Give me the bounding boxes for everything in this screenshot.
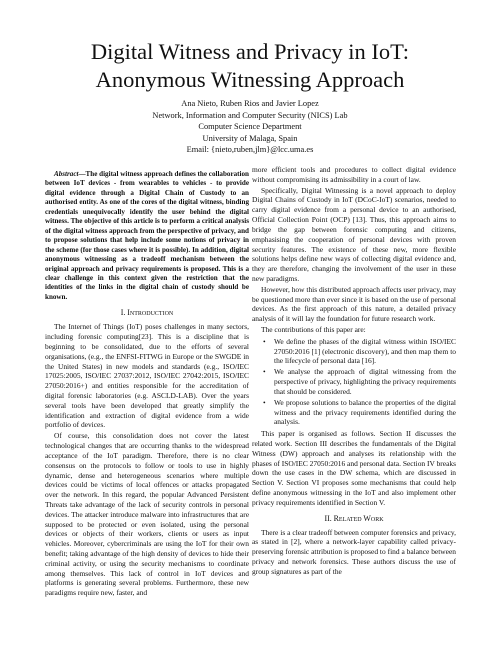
list-item xyxy=(252,337,456,366)
intro-paragraph-1: The Internet of Things (IoT) poses challenges in many sectors, including forensic computing[23]. This is a discipline that is beginning to be consolidated, due to the efforts of several organisations, (e.g., the ENFSI-FITWG in Europe or the SWGDE in the United States) in new models and standards (e.g., ISO/IEC 17025:2005, ISO/IEC 27037:2012, ISO/IEC 27042:2015, ISO/IEC 27050:2016+) and entities responsible for the accreditation of digital forensic laboratories (e.g. ASCLD-LAB). Over the years several tools have been developed that greatly simplify the identification and extraction of digital evidence from a wide portfolio of devices. xyxy=(45,322,249,430)
contribution-text: We analyse the approach of digital witnessing from the perspective of privacy, highlighting the privacy requirements that should be considered. xyxy=(274,367,456,396)
right-paragraph-1: more efficient tools and procedures to collect digital evidence without compromising its admissibility in a court of law. xyxy=(252,165,456,184)
bullet-icon: • xyxy=(263,336,266,346)
contribution-text: We define the phases of the digital witness within ISO/IEC 27050:2016 [1] (electronic discovery), and then map them to the lifecycle of personal data [16]. xyxy=(274,336,456,366)
right-paragraph-2: Specifically, Digital Witnessing is a novel approach to deploy Digital Chains of Custody in IoT (DCoC-IoT) scenarios, needed to carry digital evidence from a personal device to an authorised, Official Collection Point (OCP) [13]. Thus, this approach aims to bridge the gap between forensic computing and citizens, emphasising the cooperation of personal devices with proven security features. The existence of these new, more flexible solutions helps define new ways of collecting digital evidence and, they are therefore, changing the involvement of the user in these new paradigms. xyxy=(252,185,456,283)
right-column xyxy=(252,165,456,578)
right-paragraph-3: However, how this distributed approach affects user privacy, may be questioned more than ever since it is based on the use of personal devices. As the first approach of this nature, a detailed privacy analysis of it will lay the foundation for future research work. xyxy=(252,284,456,324)
contributions-list xyxy=(252,337,456,427)
right-paragraph-5: This paper is organised as follows. Section II discusses the related work. Section III describes the fundamentals of the Digital Witness (DW) approach and analyses its relationship with the phases of ISO/IEC 27050:2016 and personal data. Section IV breaks down the use cases in the DW schema, which are discussed in Section V. Section VI proposes some mechanisms that could help define anonymous witnessing in the IoT and also implement other privacy requirements identified in Section V. xyxy=(252,429,456,507)
paper-title-line-2: Anonymous Witnessing Approach xyxy=(95,67,405,92)
section-heading-related-work: II. Related Work xyxy=(324,513,384,523)
right-paragraph-4: The contributions of this paper are: xyxy=(261,325,366,334)
author-email: Email: {nieto,ruben,jlm}@lcc.uma.es xyxy=(186,145,314,155)
abstract xyxy=(45,170,249,302)
abstract-lead: Abstract xyxy=(54,170,79,178)
paper-title-line-1: Digital Witness and Privacy in IoT: xyxy=(90,39,410,64)
left-column xyxy=(45,170,249,599)
contribution-text: We propose solutions to balance the properties of the digital witness and the privacy requirements identified during the analysis. xyxy=(274,397,456,427)
section-heading-introduction: I. Introduction xyxy=(120,308,174,318)
author-names: Ana Nieto, Ruben Rios and Javier Lopez xyxy=(181,99,319,108)
author-department: Computer Science Department xyxy=(198,122,302,132)
author-lab: Network, Information and Computer Security (NICS) Lab xyxy=(152,110,348,120)
bullet-icon: • xyxy=(263,367,266,377)
bullet-icon: • xyxy=(263,397,266,407)
author-block xyxy=(0,98,500,156)
abstract-text: —The digital witness approach defines the collaboration between IoT devices - from wearables to vehicles - to provide digital evidence through a Digital Chain of Custody to an authorised entity. As one of the cores of the digital witness, binding credentials unequivocally identify the user behind the digital witness. The objective of this article is to perform a critical analysis of the digital witness approach from the perspective of privacy, and to propose solutions that help include some notions of privacy in the scheme (for those cases where it is possible). In addition, digital anonymous witnessing as a tradeoff mechanism between the original approach and privacy requirements is proposed. This is a clear challenge in this context given the restriction that the identities of the links in the digital chain of custody should be known. xyxy=(45,170,249,301)
paper-title xyxy=(0,38,500,94)
list-item xyxy=(252,398,456,427)
intro-paragraph-2: Of course, this consolidation does not cover the latest technological changes that are occurring thanks to the widespread acceptance of the IoT paradigm. Therefore, there is no clear consensus on the protocols to follow or tools to use in highly dynamic, dense and heterogeneous scenarios where multiple devices could be victims of local offences or attacks propagated over the network. In this regard, the popular Advanced Persistent Threats take advantage of the lack of security controls in personal devices. The attacker introduce malware into infrastructures that are supposed to be protected or even isolated, using the personal devices or objects of their workers, clients or users as input vehicles. Moreover, cybercriminals are using the IoT for their own benefit; taking advantage of the high density of devices to hide their criminal activity, or using the security mechanisms to coordinate among themselves. This lack of control in IoT devices and platforms is generating several problems. Furthermore, these new paradigms require new, faster, and xyxy=(45,431,249,598)
list-item xyxy=(252,367,456,396)
related-work-paragraph: There is a clear tradeoff between computer forensics and privacy, as stated in [2], where a network-layer capability called privacy-preserving forensic attribution is proposed to find a balance between privacy and network forensics. These authors discuss the use of group signatures as part of the xyxy=(252,527,456,576)
author-university: University of Malaga, Spain xyxy=(202,133,298,143)
